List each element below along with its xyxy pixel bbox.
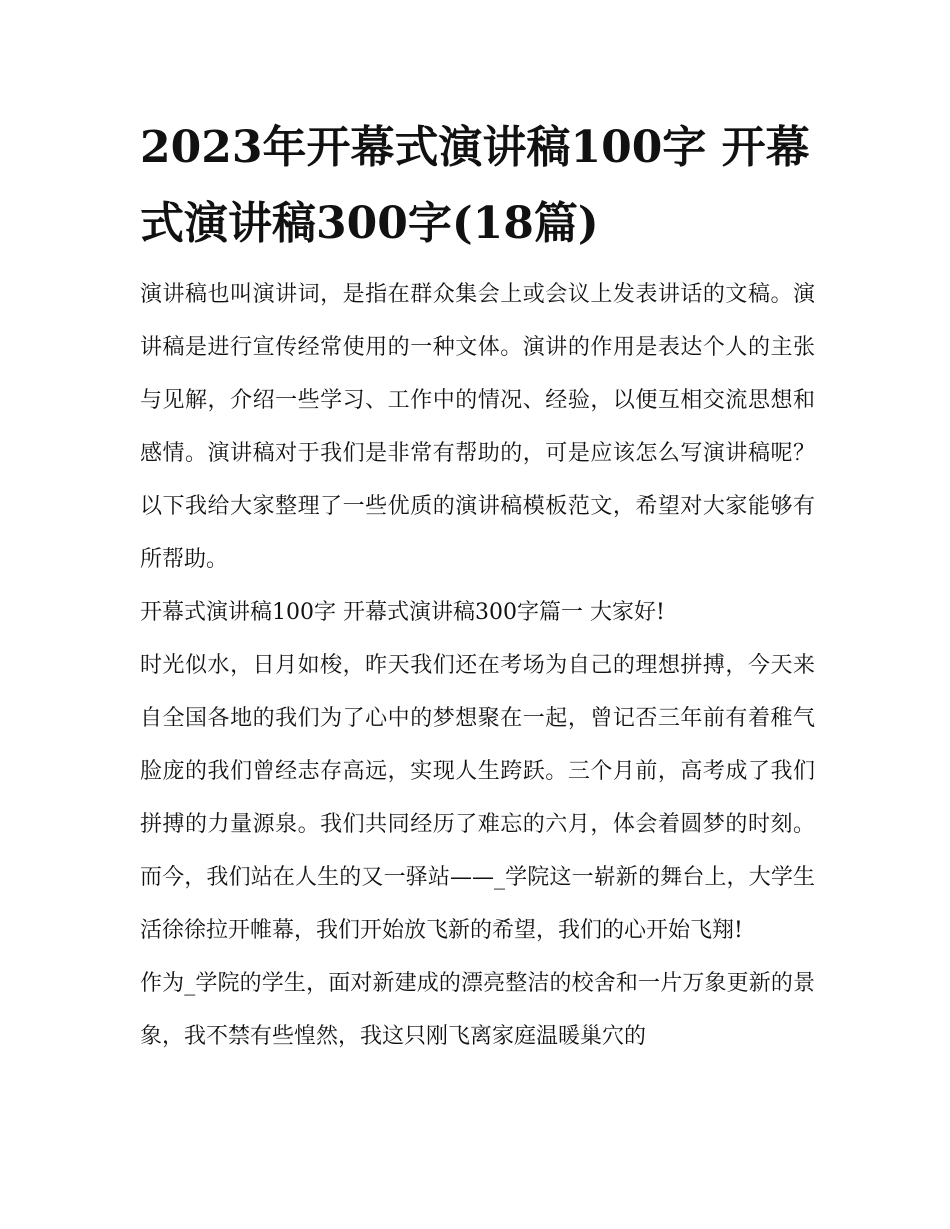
document-page xyxy=(140,110,815,1063)
body-paragraph-2: 作为_学院的学生，面对新建成的漂亮整洁的校舍和一片万象更新的景象，我不禁有些惶然，我这只刚飞离家庭温暖巢穴的 xyxy=(140,971,815,1049)
section-heading-paragraph: 开幕式演讲稿100字 开幕式演讲稿300字篇一 大家好! xyxy=(140,600,665,625)
intro-paragraph: 演讲稿也叫演讲词，是指在群众集会上或会议上发表讲话的文稿。演讲稿是进行宣传经常使用的一种文体。演讲的作用是表达个人的主张与见解，介绍一些学习、工作中的情况、经验，以便互相交流思想和感情。演讲稿对于我们是非常有帮助的，可是应该怎么写演讲稿呢？以下我给大家整理了一些优质的演讲稿模板范文，希望对大家能够有所帮助。 xyxy=(140,282,815,572)
body-paragraph-1: 时光似水，日月如梭，昨天我们还在考场为自己的理想拼搏，今天来自全国各地的我们为了心中的梦想聚在一起，曾记否三年前有着稚气脸庞的我们曾经志存高远，实现人生跨跃。三个月前，高考成了我们拼搏的力量源泉。我们共同经历了难忘的六月，体会着圆梦的时刻。而今，我们站在人生的又一驿站——_学院这一崭新的舞台上，大学生活徐徐拉开帷幕，我们开始放飞新的希望，我们的心开始飞翔! xyxy=(140,653,815,943)
document-title: 2023年开幕式演讲稿100字 开幕式演讲稿300字(18篇) xyxy=(140,122,810,249)
